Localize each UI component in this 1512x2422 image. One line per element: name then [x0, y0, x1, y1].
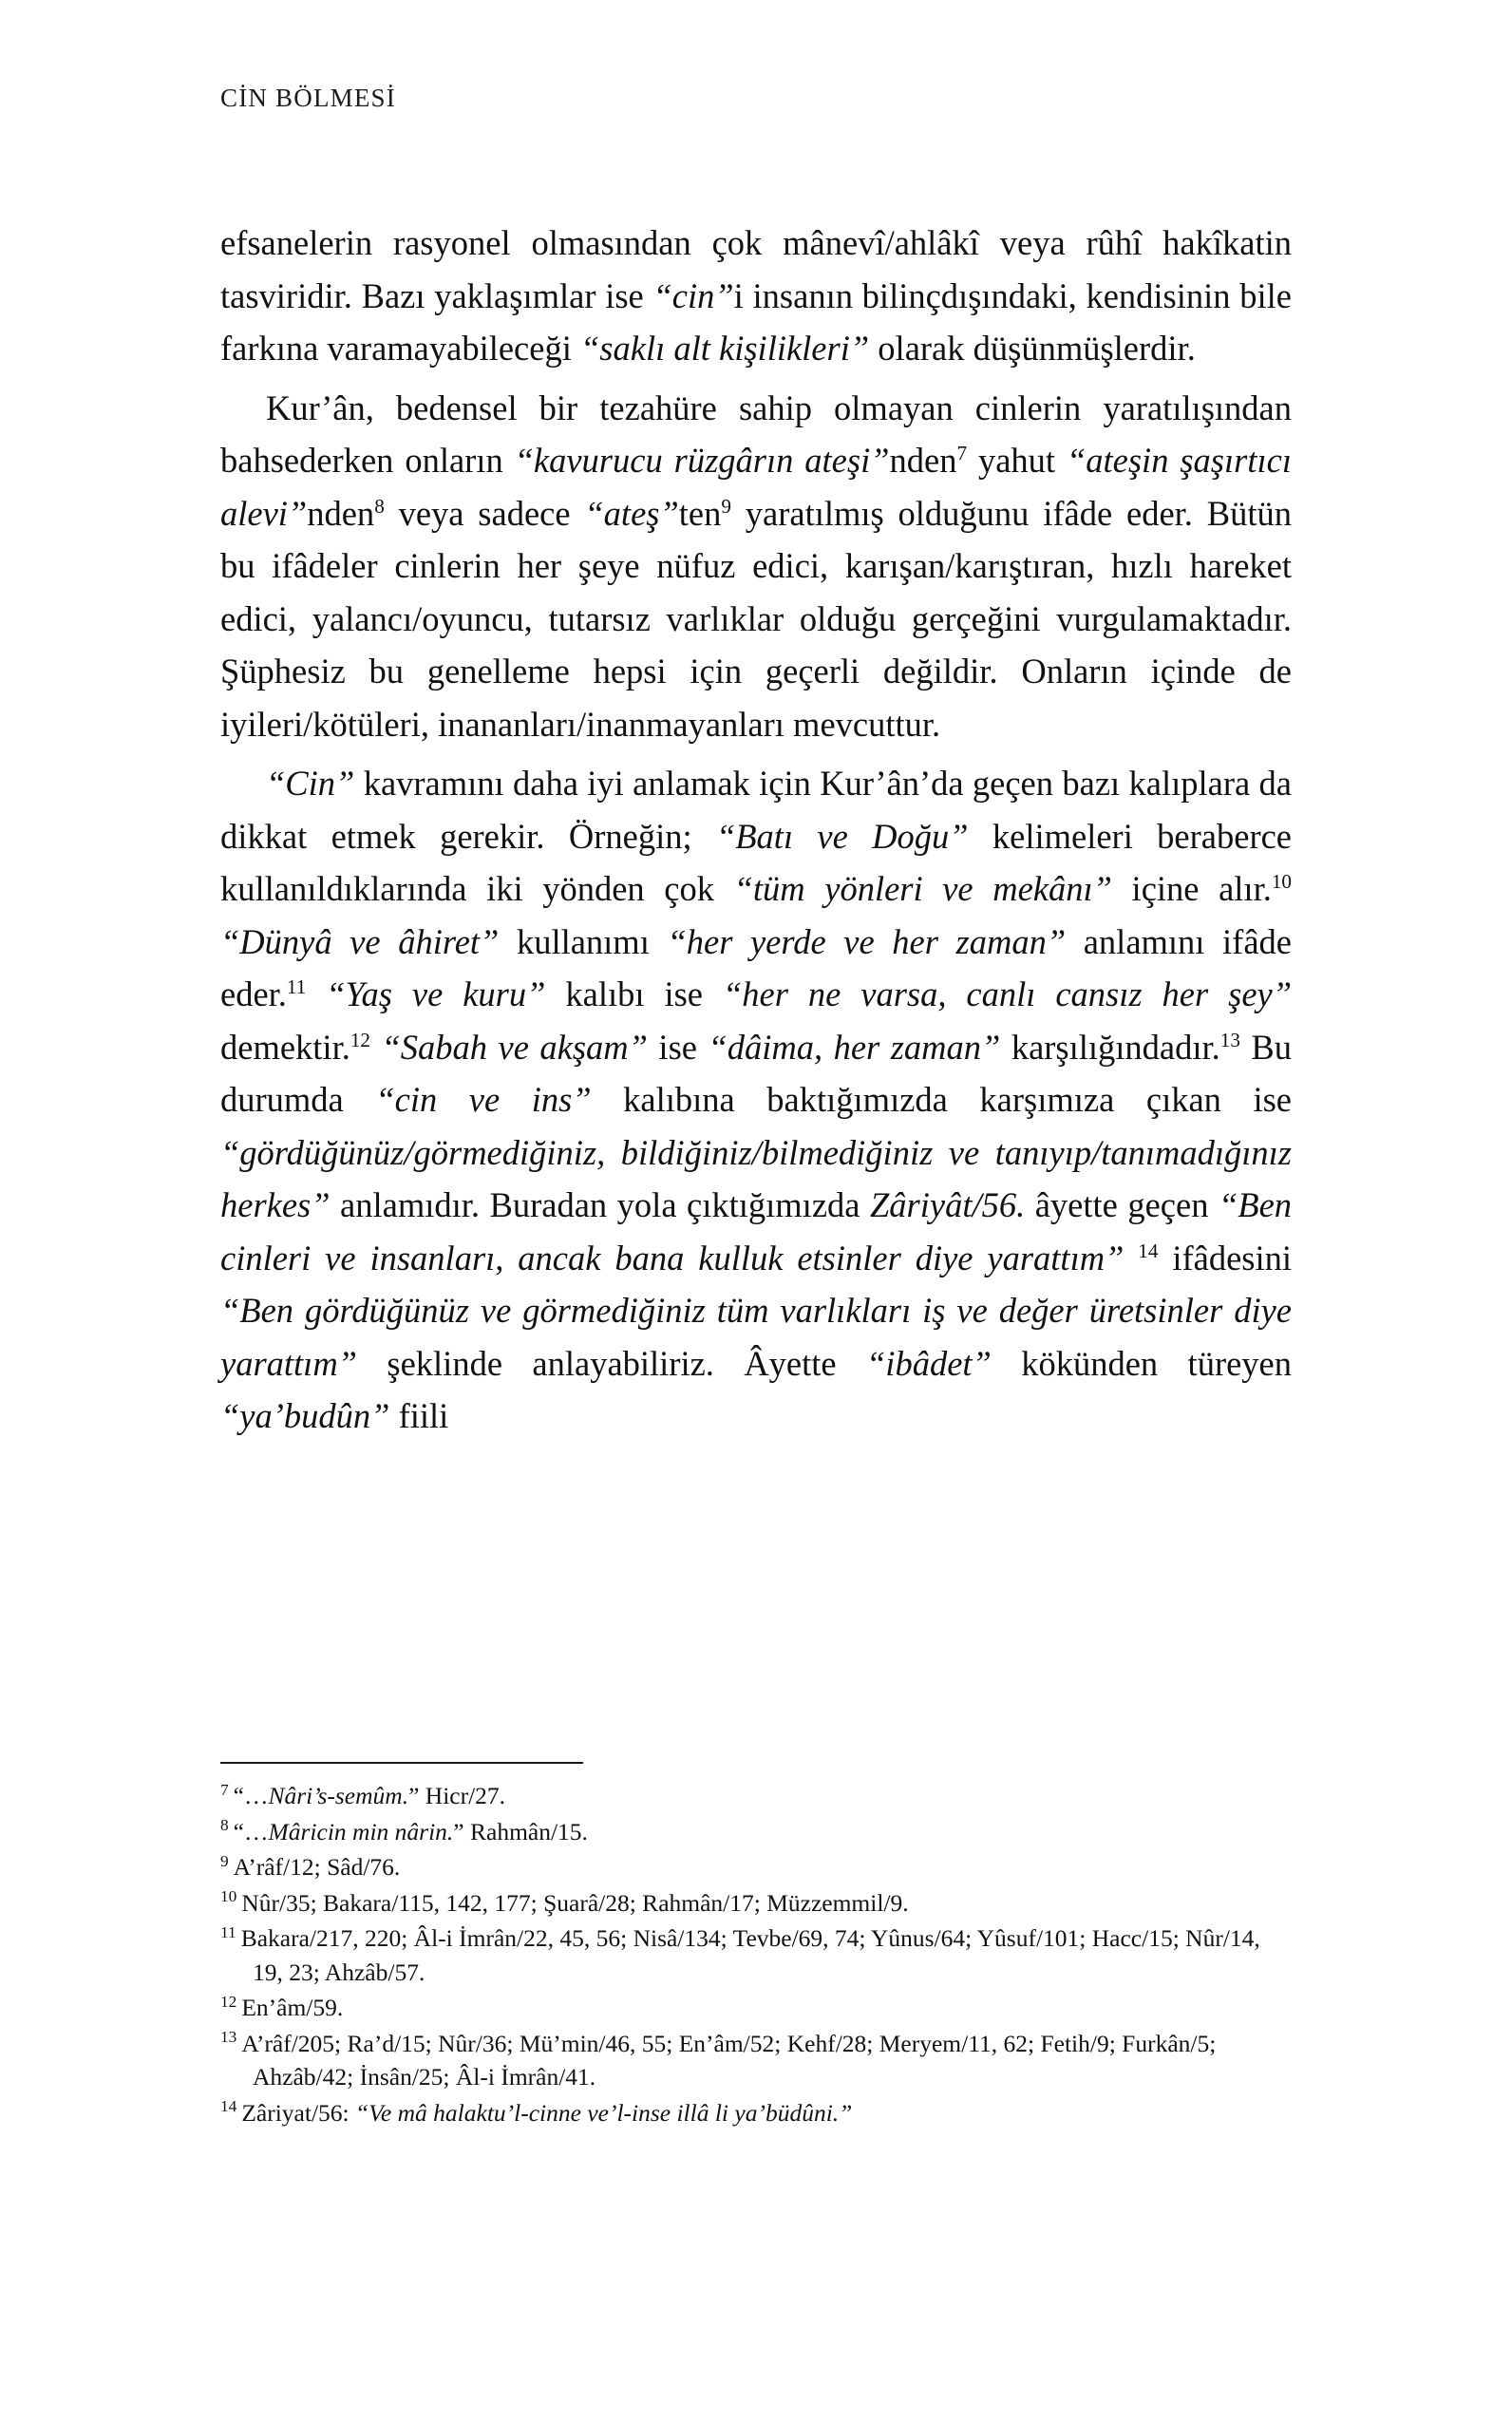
italic-term: Mâricin min nârin.	[268, 1817, 454, 1845]
quoted-term: “Batı ve Doğu”	[715, 816, 969, 856]
italic-term: Zâriyât/56.	[869, 1185, 1026, 1224]
footnote-reference[interactable]: 11	[286, 974, 307, 998]
text-run: kullanımı	[499, 921, 668, 961]
footnote-item	[220, 1991, 1292, 2025]
footnote-separator-rule	[220, 1762, 583, 1764]
text-run: “…	[233, 1817, 269, 1845]
quoted-term: “Yaş ve kuru”	[326, 974, 546, 1013]
text-run: içine alır.	[1111, 869, 1272, 908]
footnote-item	[220, 1850, 1292, 1884]
text-run: Kur’ân, bedensel bir tezahüre sahip olmayan cinlerin yaratılışından bahsederken onların	[220, 388, 1292, 480]
text-run: Bakara/217, 220; Âl-i İmrân/22, 45, 56; Nisâ/134; Tevbe/69, 74; Yûnus/64; Yûsuf/101; Hacc/15; Nûr/14, 19, 23; Ahzâb/57.	[240, 1924, 1260, 1986]
text-run: anlamıdır. Buradan yola çıktığımızda	[330, 1185, 870, 1224]
quoted-term: “ya’budûn”	[220, 1396, 390, 1435]
text-run: olarak düşünmüşlerdir.	[869, 329, 1196, 368]
text-run: yaratılmış olduğunu ifâde eder. Bütün bu ifâdeler cinlerin her şeye nüfuz edici, karışan/karıştıran, hızlı hareket edici, yalancı/oyuncu, tutarsız varlıklar olduğu gerçeğini vurgulamaktadır. Şüphesiz bu genelleme hepsi için geçerli değildir. Onların içinde de iyileri/kötüleri, inananları/inanmayanları mevcuttur.	[220, 493, 1292, 744]
quoted-term: “Ben gördüğünüz ve görmediğiniz tüm varlıkları iş ve değer üretsinler diye yarattım”	[220, 1291, 1292, 1383]
footnote-number[interactable]: 12	[220, 1992, 237, 2011]
footnote-item	[220, 2096, 1292, 2130]
text-run: ifâdesini	[1158, 1238, 1293, 1277]
text-run: kavramını daha iyi anlamak için Kur’ân’da geçen bazı kalıplara da dikkat etmek gerekir. Örneğin;	[220, 764, 1292, 856]
footnote-list	[220, 1779, 1292, 2129]
text-run: “…	[233, 1782, 269, 1809]
quoted-term: “gördüğünüz/görmediğiniz, bildiğiniz/bilmediğiniz ve tanıyıp/tanımadığınız herkes”	[220, 1132, 1292, 1224]
footnote-item	[220, 1779, 1292, 1813]
footnote-item	[220, 1921, 1292, 1989]
text-run: ” Hicr/27.	[408, 1782, 506, 1809]
quoted-term: “tüm yönleri ve mekânı”	[733, 869, 1112, 908]
footnote-reference[interactable]: 9	[721, 494, 731, 518]
text-run: karşılığındadır.	[1000, 1027, 1220, 1067]
text-run: veya sadece	[384, 493, 585, 533]
running-header: CİN BÖLMESİ	[220, 84, 396, 112]
body-paragraph	[220, 217, 1292, 375]
text-run: kalıbı ise	[545, 974, 723, 1013]
quoted-term: “ateş”	[584, 493, 679, 533]
footnote-item	[220, 2027, 1292, 2094]
footnote-reference[interactable]: 12	[350, 1028, 370, 1051]
footnote-number[interactable]: 7	[220, 1780, 229, 1799]
footnote-reference[interactable]: 10	[1271, 869, 1292, 893]
footnote-number[interactable]: 14	[220, 2097, 237, 2115]
quoted-term: “Sabah ve akşam”	[381, 1027, 648, 1067]
quoted-term: “ateşin şaşırtıcı alevi”	[220, 441, 1292, 533]
text-run: ise	[647, 1027, 709, 1067]
footnote-item	[220, 1815, 1292, 1849]
text-run: En’âm/59.	[241, 1994, 344, 2021]
italic-term: Nâri’s-semûm.	[268, 1782, 409, 1809]
footnote-reference[interactable]: 13	[1219, 1028, 1240, 1051]
quoted-term: “Ve mâ halaktu’l-cinne ve’l-inse illâ li ya’büdûni.”	[355, 2098, 853, 2127]
text-run: kelimeleri beraberce kullanıldıklarında iki yönden çok	[220, 816, 1292, 908]
quoted-term: “saklı alt kişilikleri”	[579, 329, 870, 368]
text-run: fiili	[389, 1396, 449, 1435]
text-run: kalıbına baktığımızda karşımıza çıkan ise	[591, 1080, 1293, 1119]
footnote-number[interactable]: 8	[220, 1816, 229, 1834]
quoted-term: “her ne varsa, canlı cansız her şey”	[722, 974, 1293, 1013]
text-run: Zâriyat/56:	[241, 2098, 355, 2127]
text-run: anlamını ifâde eder.	[220, 921, 1292, 1013]
quoted-term: “cin”	[652, 275, 734, 315]
text-run	[370, 1028, 381, 1067]
text-run: A’râf/205; Ra’d/15; Nûr/36; Mü’min/46, 55; En’âm/52; Kehf/28; Meryem/11, 62; Fetih/9; Furkân/5; Ahzâb/42; İnsân/25; Âl-i İmrân/41.	[241, 2029, 1217, 2091]
text-run: Bu durumda	[220, 1027, 1293, 1119]
quoted-term: “dâima, her zaman”	[708, 1027, 1001, 1067]
quoted-term: “Dünyâ ve âhiret”	[220, 921, 500, 961]
footnote-item	[220, 1886, 1292, 1921]
quoted-term: “Cin”	[266, 764, 355, 803]
footnote-number[interactable]: 13	[220, 2028, 237, 2046]
text-run: yahut	[967, 441, 1067, 480]
text-run: A’râf/12; Sâd/76.	[233, 1853, 401, 1881]
footnote-reference[interactable]: 8	[374, 494, 385, 518]
quoted-term: “kavurucu rüzgârın ateşi”	[514, 441, 890, 480]
text-run: efsanelerin rasyonel olmasından çok mânevî/ahlâkî veya rûhî hakîkatin tasviridir. Bazı yaklaşımlar ise	[220, 223, 1292, 315]
text-run	[1124, 1239, 1138, 1277]
text-run: şeklinde anlayabiliriz. Âyette	[357, 1343, 866, 1383]
text-run: kökünden türeyen	[991, 1343, 1293, 1383]
footnote-area	[220, 1762, 1292, 2131]
text-run: i insanın bilinçdışındaki, kendisinin bile farkına varamayabileceği	[220, 275, 1292, 368]
text-run: Nûr/35; Bakara/115, 142, 177; Şuarâ/28; Rahmân/17; Müzzemmil/9.	[241, 1888, 909, 1917]
footnote-number[interactable]: 10	[220, 1887, 237, 1905]
quoted-term: “her yerde ve her zaman”	[667, 921, 1067, 961]
body-paragraph	[220, 757, 1292, 1443]
text-run	[306, 974, 326, 1013]
text-run: âyette geçen	[1025, 1185, 1219, 1224]
quoted-term: “cin ve ins”	[375, 1080, 592, 1119]
quoted-term: “ibâdet”	[866, 1343, 992, 1383]
body-text-block	[220, 217, 1292, 1443]
footnote-reference[interactable]: 14	[1138, 1239, 1159, 1262]
text-run: demektir.	[220, 1027, 350, 1067]
text-run: ten	[678, 493, 722, 533]
text-run: ” Rahmân/15.	[453, 1817, 588, 1845]
text-run: nden	[307, 493, 375, 533]
body-paragraph	[220, 382, 1292, 751]
footnote-number[interactable]: 9	[220, 1851, 229, 1870]
quoted-term: “Ben cinleri ve insanları, ancak bana kulluk etsinler diye yarattım”	[220, 1185, 1293, 1277]
footnote-number[interactable]: 11	[220, 1922, 236, 1941]
text-run: nden	[889, 441, 957, 480]
footnote-reference[interactable]: 7	[956, 441, 968, 464]
